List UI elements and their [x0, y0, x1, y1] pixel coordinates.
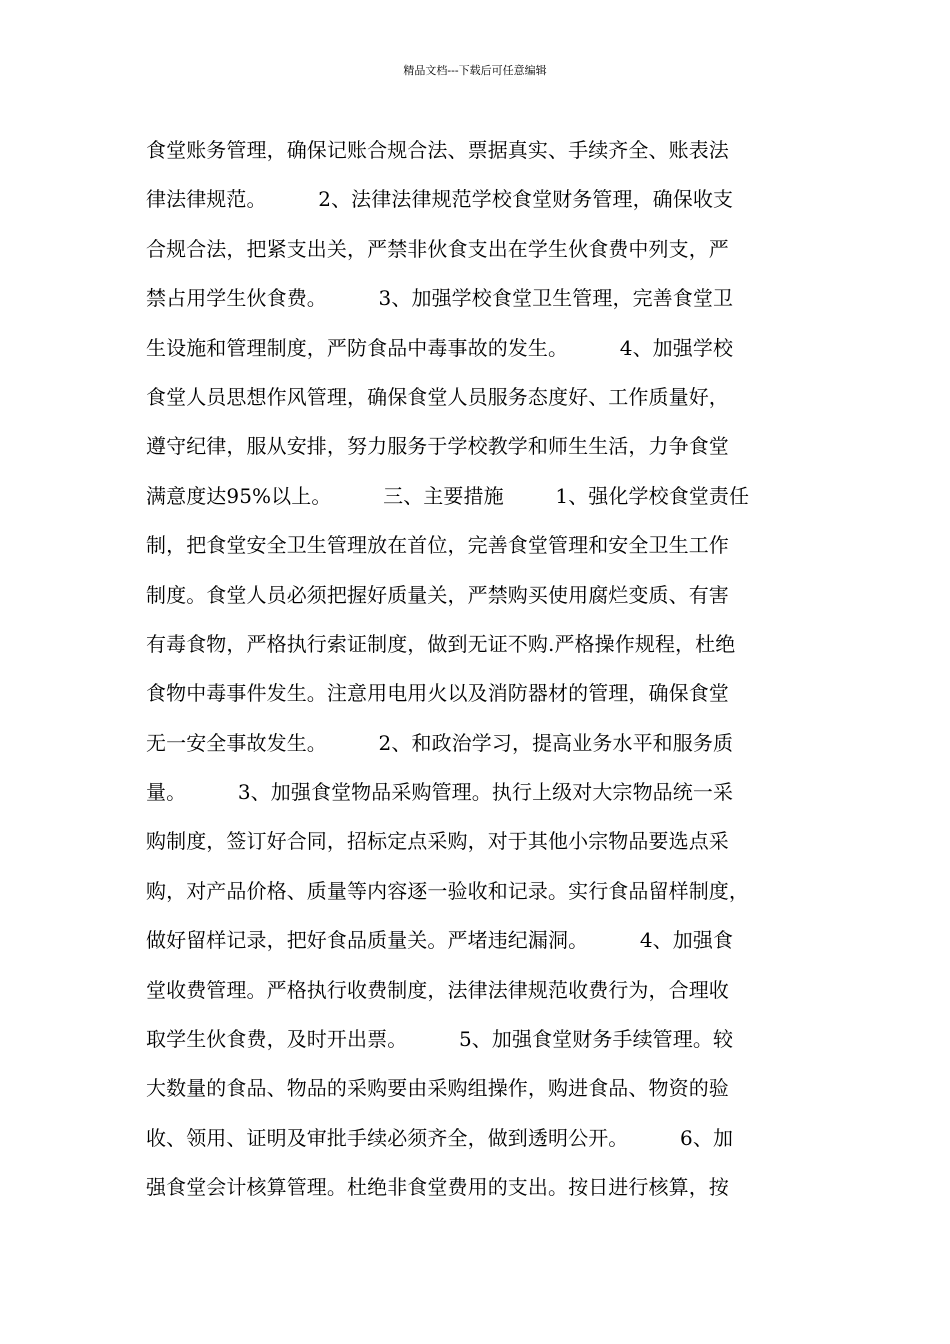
body-line: 购制度，签订好合同，招标定点采购，对于其他小宗物品要选点采	[146, 829, 729, 854]
body-line: 购，对产品价格、质量等内容逐一验收和记录。实行食品留样制度，	[146, 878, 749, 903]
body-line: 遵守纪律，服从安排，努力服务于学校教学和师生生活，力争食堂	[146, 434, 729, 459]
document-body	[146, 132, 826, 1219]
body-line: 量。 3、加强食堂物品采购管理。执行上级对大宗物品统一采	[146, 780, 734, 805]
body-line: 取学生伙食费，及时开出票。 5、加强食堂财务手续管理。较	[146, 1027, 734, 1052]
body-line: 制度。食堂人员必须把握好质量关，严禁购买使用腐烂变质、有害	[146, 582, 729, 607]
body-line: 做好留样记录，把好食品质量关。严堵违纪漏洞。 4、加强食	[146, 928, 734, 953]
body-line: 堂收费管理。严格执行收费制度，法律法律规范收费行为，合理收	[146, 977, 729, 1002]
body-line: 食堂账务管理，确保记账合规合法、票据真实、手续齐全、账表法	[146, 138, 729, 162]
body-line: 收、领用、证明及审批手续必须齐全，做到透明公开。 6、加	[146, 1125, 734, 1150]
body-line: 满意度达95%以上。 三、主要措施 1、强化学校食堂责任	[146, 483, 750, 508]
body-line: 合规合法，把紧支出关，严禁非伙食支出在学生伙食费中列支，严	[146, 236, 729, 261]
body-line: 食堂人员思想作风管理，确保食堂人员服务态度好、工作质量好，	[146, 384, 729, 409]
page-header: 精品文档---下载后可任意编辑	[403, 64, 547, 77]
body-line: 制，把食堂安全卫生管理放在首位，完善食堂管理和安全卫生工作	[146, 533, 729, 558]
body-line: 生设施和管理制度，严防食品中毒事故的发生。 4、加强学校	[146, 335, 734, 360]
body-line: 禁占用学生伙食费。 3、加强学校食堂卫生管理，完善食堂卫	[146, 286, 734, 311]
body-line: 无一安全事故发生。 2、和政治学习，提高业务水平和服务质	[146, 730, 734, 755]
body-line: 强食堂会计核算管理。杜绝非食堂费用的支出。按日进行核算，按	[146, 1175, 729, 1200]
body-line: 食物中毒事件发生。注意用电用火以及消防器材的管理，确保食堂	[146, 681, 729, 706]
body-line: 律法律规范。 2、法律法律规范学校食堂财务管理，确保收支	[146, 187, 734, 212]
body-line: 有毒食物，严格执行索证制度，做到无证不购.严格操作规程，杜绝	[146, 631, 736, 656]
body-line: 大数量的食品、物品的采购要由采购组操作，购进食品、物资的验	[146, 1076, 729, 1101]
